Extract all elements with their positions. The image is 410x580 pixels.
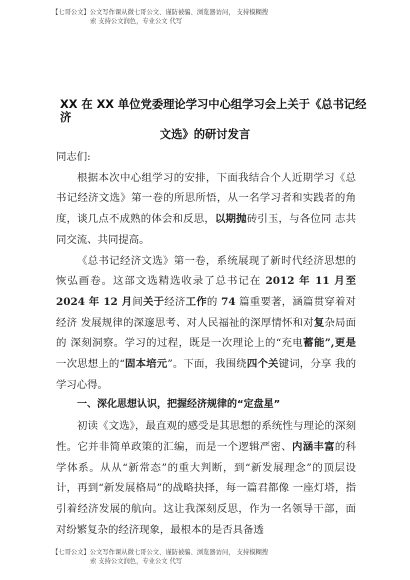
paragraph-intro (56, 168, 356, 251)
para1-text-c: 砖引玉，与各位同 志共同交流、共同提高。 (56, 213, 357, 246)
paragraph-section1 (56, 416, 356, 540)
para2-text-k: 杂局面的 深刻洞察。学习的过程，既是一次理论上的“充电 (56, 316, 357, 350)
page-header (52, 8, 372, 26)
para3-text-c: 的科学体系。从从“新常态”的重大判断，到“新发展理念”的顶层设计，再到“新发展格局”的战略抉择，每一篇君都像 一座灯塔，指引着经济发展的航向。这让我深刻反思，作为一名领导干部，面对纷繁复杂的经济现象，最根本的是否具备透 (56, 440, 357, 536)
para2-bold-f: 工作 (185, 295, 207, 308)
header-line-2: 索 支持公文润色，专业公文 代写 (90, 18, 183, 25)
para3-text-a: 初读《文选》，最直观的感受是其思想的系统性与理论的深刻性。它并非简单政策的汇编，而是一个逻辑严密、 (56, 420, 356, 453)
para1-text-a: 根据本次中心组学习的安排，下面我结合个人近期学习《总书记经济文选》第一卷的所思所悟，从一名学习者和实践者的角度，谈几点不成熟的体会和反思， (56, 171, 356, 226)
paragraph-overview (56, 251, 356, 396)
page-footer (52, 548, 372, 566)
document-title-line-1: XX 在 XX 单位党委理论学习中心组学习会上关于《总书记经济 (60, 98, 367, 124)
para2-text-p: ”。下面，我围绕 (167, 358, 247, 371)
salutation: 同志们: (56, 151, 91, 163)
para2-bold-j: 复 (313, 316, 325, 329)
footer-line-1: 【七哥公文】公文写作课从微七哥公文、谨防被骗、浏览器访问， 支持模糊搜 (52, 549, 269, 556)
para2-bold-m: ”,更是 (324, 337, 357, 350)
para2-bold-q: 四个关 (246, 358, 279, 371)
para2-text-g: 的 (206, 295, 222, 308)
para2-text-c: 间 (132, 295, 143, 308)
footer-line-2: 索 支持公文润色，专业公文 代写 (90, 558, 183, 565)
para2-count: 74 (221, 295, 236, 308)
para2-bold-o: 固本培元 (124, 358, 168, 371)
para2-bold-l: 蓄能 (303, 337, 325, 350)
para2-text-r: 键词，分享 我的学习心得。 (56, 358, 357, 391)
para3-bold: 内涵丰富 (291, 440, 335, 453)
section-heading-1: 一、深化思想认识，把握经济规律的“定盘星” (77, 399, 281, 411)
para2-text-i: 篇重要著，涵篇贯穿着对经济 发展规律的深邃思考、对人民福祉的深厚情怀和对 (56, 295, 357, 329)
para2-text-n: 一次思想上的“ (56, 358, 125, 371)
para2-text-e: 经济 (164, 295, 186, 308)
document-title-line-2: 文选》的研讨发言 (159, 128, 251, 141)
document-body (56, 147, 356, 540)
para2-text-a: 《总书记经济文选》第一卷，系统展现了新时代经济思想的恢弘画卷。这部文选精选收录了总书记在 (56, 254, 356, 288)
para1-bold: 以期抛 (214, 213, 247, 226)
para2-bold-d: 关于 (142, 295, 165, 308)
para2-date-range: 2012 年 11 月至 2024 年 12 月 (56, 275, 356, 308)
header-line-1: 【七哥公文】公文写作课从微七哥公文、谨防被骗、浏览器访问， 支持模糊搜 (52, 9, 269, 16)
